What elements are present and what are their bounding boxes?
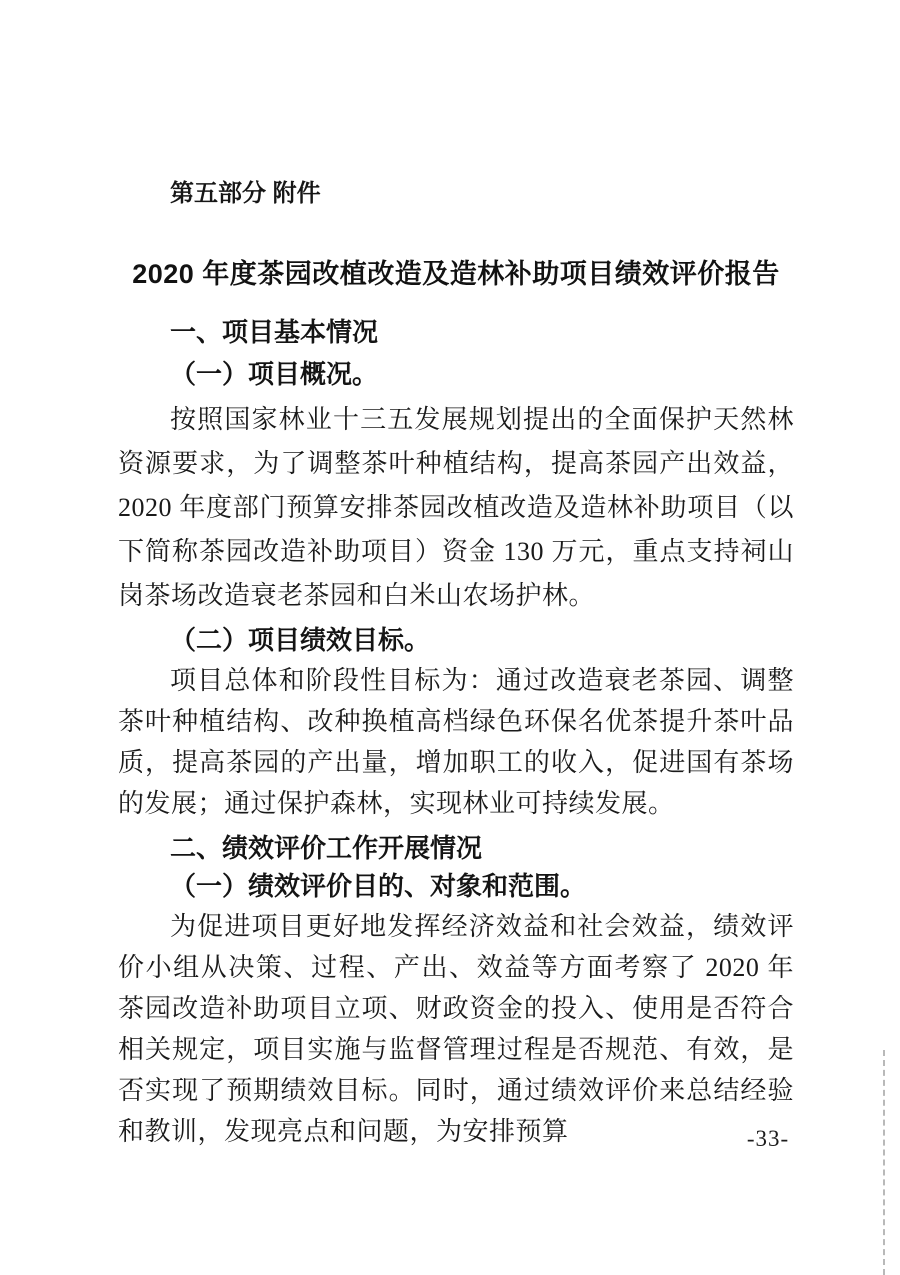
report-title: 2020 年度茶园改植改造及造林补助项目绩效评价报告 [132, 259, 780, 289]
scan-artifact-dashed-line [883, 1050, 885, 1275]
subsection-heading-evaluation-scope: （一）绩效评价目的、对象和范围。 [170, 872, 587, 901]
section-heading-basic-info: 一、项目基本情况 [170, 317, 379, 347]
text-column [118, 0, 794, 1152]
part-heading: 第五部分 附件 [170, 180, 321, 207]
paragraph-project-overview: 按照国家林业十三五发展规划提出的全面保护天然林资源要求，为了调整茶叶种植结构，提高茶园产出效益，2020 年度部门预算安排茶园改植改造及造林补助项目（以下简称茶园改造补助项目）资金 130 万元，重点支持祠山岗茶场改造衰老茶园和白米山农场护林。 [118, 405, 794, 610]
subsection-heading-performance-goals: （二）项目绩效目标。 [170, 626, 431, 655]
page-number: -33- [746, 1126, 790, 1151]
section-heading-evaluation-work: 二、绩效评价工作开展情况 [170, 833, 483, 863]
paragraph-performance-goals: 项目总体和阶段性目标为：通过改造衰老茶园、调整茶叶种植结构、改种换植高档绿色环保名优茶提升茶叶品质，提高茶园的产出量，增加职工的收入，促进国有茶场的发展；通过保护森林，实现林业可持续发展。 [118, 666, 794, 818]
paragraph-evaluation-scope: 为促进项目更好地发挥经济效益和社会效益，绩效评价小组从决策、过程、产出、效益等方面考察了 2020 年茶园改造补助项目立项、财政资金的投入、使用是否符合相关规定，项目实施与监督管理过程是否规范、有效，是否实现了预期绩效目标。同时，通过绩效评价来总结经验和教训，发现亮点和问题，为安排预算 [118, 912, 794, 1146]
subsection-heading-project-overview: （一）项目概况。 [170, 360, 379, 389]
